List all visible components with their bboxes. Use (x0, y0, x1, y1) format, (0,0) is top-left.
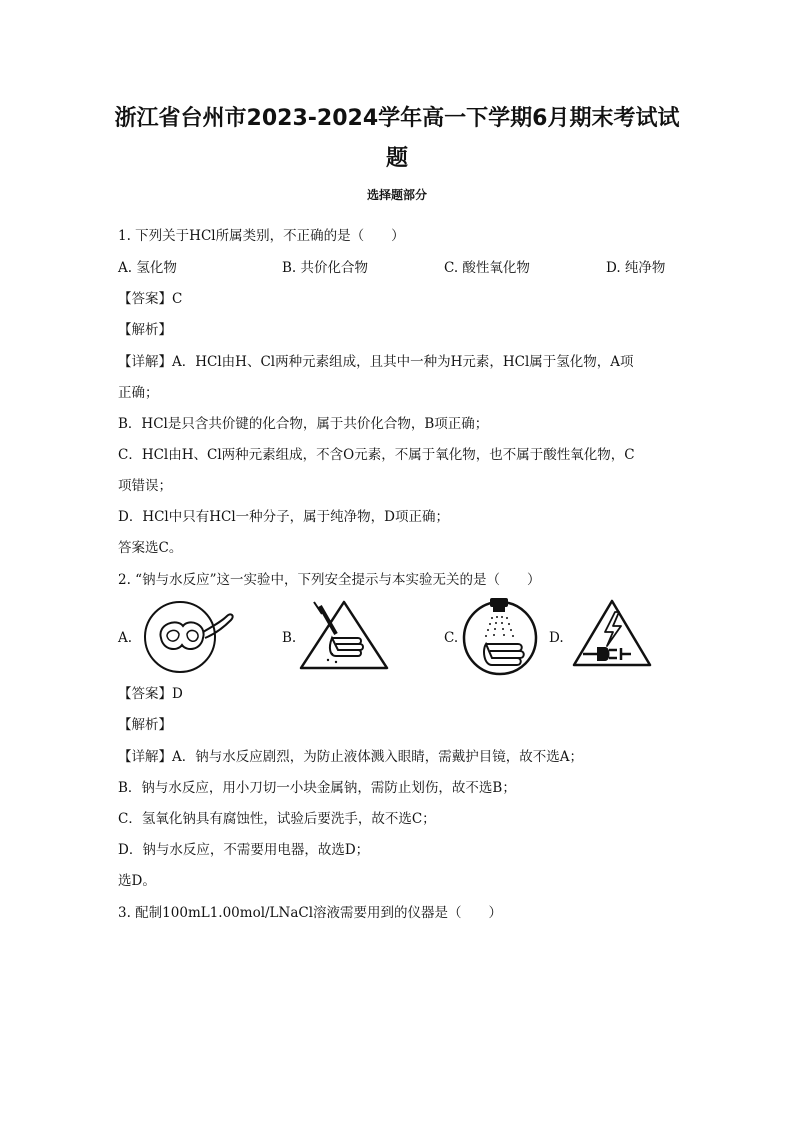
question-1-detail-line: D．HCl中只有HCl一种分子，属于纯净物，D项正确； (118, 509, 449, 525)
question-1-detail-line: 项错误； (118, 478, 172, 494)
question-2-option-a-label: A. (118, 630, 133, 646)
question-1-option-c: C. 酸性氧化物 (444, 260, 530, 276)
page-title-continued: 题 (385, 146, 408, 171)
question-2-detail-line: C．氢氧化钠具有腐蚀性，试验后要洗手，故不选C； (118, 811, 436, 827)
question-2-option-d-label: D. (549, 630, 564, 646)
goggles-icon (143, 600, 238, 676)
question-1-detail-line: 正确； (118, 385, 159, 401)
question-2-detail-line: B．钠与水反应，用小刀切一小块金属钠，需防止划伤，故不选B； (118, 780, 516, 796)
question-3-stem: 3. 配制100mL1.00mol/LNaCl溶液需要用到的仪器是（ ） (118, 905, 503, 921)
question-2-stem: 2. “钠与水反应”这一实验中，下列安全提示与本实验无关的是（ ） (118, 572, 541, 588)
question-1-option-a: A. 氢化物 (118, 260, 177, 276)
question-1-detail-line: 【详解】A．HCl由H、Cl两种元素组成，且其中一种为H元素，HCl属于氢化物，A项 (118, 354, 634, 370)
question-2-detail-line: D．钠与水反应，不需要用电器，故选D； (118, 842, 370, 858)
question-1-detail-line: B．HCl是只含共价键的化合物，属于共价化合物，B项正确； (118, 416, 489, 432)
question-1-option-b: B. 共价化合物 (282, 260, 369, 276)
question-2-analysis-label: 【解析】 (118, 717, 172, 733)
question-1-option-d: D. 纯净物 (606, 260, 666, 276)
cutting-hazard-icon (298, 598, 390, 672)
electrical-hazard-icon (571, 598, 653, 668)
question-1-detail-line: 答案选C。 (118, 540, 183, 556)
question-1-analysis-label: 【解析】 (118, 322, 172, 338)
question-2-detail-line: 选D。 (118, 873, 156, 889)
question-2-detail-line: 【详解】A．钠与水反应剧烈，为防止液体溅入眼睛，需戴护目镜，故不选A； (118, 749, 583, 765)
question-2-answer: 【答案】D (118, 686, 183, 702)
question-2-option-b-label: B. (282, 630, 297, 646)
section-subtitle: 选择题部分 (366, 188, 427, 202)
question-1-answer: 【答案】C (118, 291, 183, 307)
hand-washing-icon (462, 596, 546, 680)
question-1-stem: 1. 下列关于HCl所属类别，不正确的是（ ） (118, 228, 405, 244)
question-2-option-c-label: C. (444, 630, 459, 646)
question-1-detail-line: C．HCl由H、Cl两种元素组成，不含O元素，不属于氧化物，也不属于酸性氧化物，C (118, 447, 635, 463)
page-title: 浙江省台州市2023-2024学年高一下学期6月期末考试试 (114, 106, 680, 131)
